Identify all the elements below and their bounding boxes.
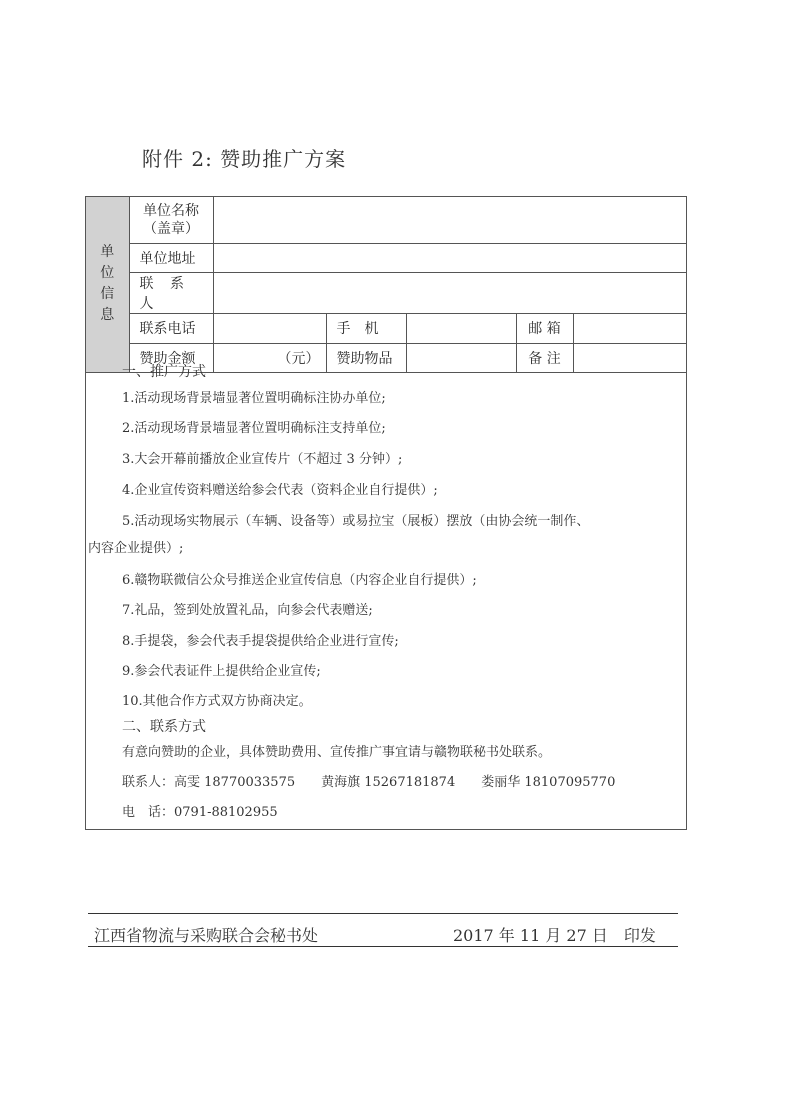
promo-item-2: 2.活动现场背景墙显著位置明确标注支持单位;	[122, 421, 386, 436]
amount-label: 赞助金额	[129, 343, 213, 372]
unit-name-text: 单位名称	[143, 202, 199, 219]
email-field[interactable]	[573, 313, 687, 343]
unit-info-table	[86, 197, 687, 373]
address-field[interactable]	[213, 243, 687, 272]
promo-item-3: 3.大会开幕前播放企业宣传片（不超过 3 分钟）;	[122, 452, 403, 467]
promo-item-5-cont: 内容企业提供）;	[88, 541, 184, 556]
contact-person-field[interactable]	[213, 272, 687, 313]
footer-bottom-rule	[88, 946, 678, 947]
section1-heading: 一、推广方式	[122, 364, 206, 380]
contact-intro: 有意向赞助的企业，具体赞助费用、宣传推广事宜请与赣物联秘书处联系。	[122, 745, 552, 760]
section2-heading: 二、联系方式	[122, 719, 206, 735]
sponsorship-form	[85, 196, 687, 830]
unit-info-side-label	[86, 197, 129, 372]
promo-item-6: 6.赣物联微信公众号推送企业宣传信息（内容企业自行提供）;	[122, 573, 477, 588]
side-char-4: 息	[100, 307, 115, 324]
email-label: 邮 箱	[516, 313, 573, 343]
mobile-field[interactable]	[406, 313, 516, 343]
promo-item-8: 8.手提袋，参会代表手提袋提供给企业进行宣传;	[122, 634, 399, 649]
phone-field[interactable]	[213, 313, 326, 343]
amount-unit: （元）	[277, 350, 320, 367]
promo-item-4: 4.企业宣传资料赠送给参会代表（资料企业自行提供）;	[122, 483, 438, 498]
remarks-label: 备 注	[516, 343, 573, 372]
seal-text: （盖章）	[143, 220, 199, 237]
promo-item-5: 5.活动现场实物展示（车辆、设备等）或易拉宝（展板）摆放（由协会统一制作、	[122, 514, 590, 529]
unit-name-label	[129, 197, 213, 243]
phone-label: 联系电话	[129, 313, 213, 343]
contact-tel: 电 话：0791-88102955	[122, 805, 278, 820]
side-char-2: 位	[100, 265, 115, 282]
mobile-label: 手 机	[326, 313, 406, 343]
promo-item-1: 1.活动现场背景墙显著位置明确标注协办单位;	[122, 391, 386, 406]
side-char-1: 单	[100, 244, 115, 261]
contact-person-label: 联 系 人	[129, 272, 213, 313]
footer-org: 江西省物流与采购联合会秘书处	[94, 926, 319, 945]
unit-name-field[interactable]	[213, 197, 687, 243]
footer-top-rule	[88, 913, 678, 914]
items-label: 赞助物品	[326, 343, 406, 372]
promo-item-10: 10.其他合作方式双方协商决定。	[122, 694, 312, 709]
promo-item-9: 9.参会代表证件上提供给企业宣传;	[122, 664, 321, 679]
page-title: 附件 2: 赞助推广方案	[142, 147, 347, 171]
amount-field[interactable]	[213, 343, 326, 372]
items-field[interactable]	[406, 343, 516, 372]
footer-date: 2017 年 11 月 27 日 印发	[453, 926, 656, 945]
side-char-3: 信	[100, 286, 115, 303]
remarks-field[interactable]	[573, 343, 687, 372]
address-label: 单位地址	[129, 243, 213, 272]
contact-persons: 联系人：高雯 18770033575 黄海旗 15267181874 娄丽华 18107095770	[122, 775, 616, 790]
promo-item-7: 7.礼品，签到处放置礼品，向参会代表赠送;	[122, 603, 373, 618]
